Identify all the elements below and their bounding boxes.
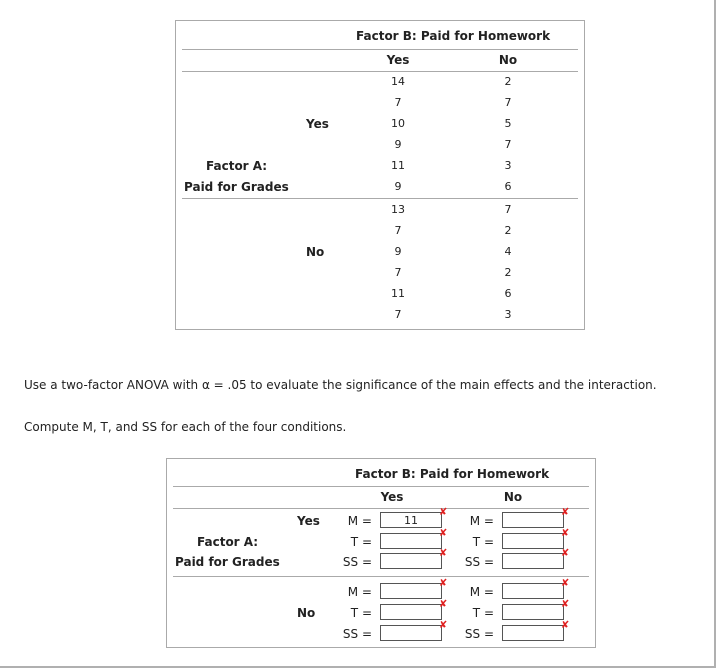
score: 7 (394, 308, 402, 321)
yes-no-ss-input[interactable] (502, 553, 564, 569)
t-label: T = (350, 535, 372, 549)
m-label: M = (469, 585, 494, 599)
incorrect-icon: ✘ (439, 528, 448, 539)
answer-table (166, 458, 596, 648)
factor-b-header: Factor B: Paid for Homework (355, 467, 550, 481)
incorrect-icon: ✘ (561, 620, 570, 631)
yes-yes-ss-input[interactable] (380, 553, 442, 569)
incorrect-icon: ✘ (439, 620, 448, 631)
no-no-ss-input[interactable] (502, 625, 564, 641)
score: 14 (391, 75, 405, 88)
group-divider (182, 198, 578, 199)
score: 7 (504, 96, 512, 109)
incorrect-icon: ✘ (561, 528, 570, 539)
ss-label: SS = (464, 627, 494, 641)
incorrect-icon: ✘ (561, 599, 570, 610)
score: 2 (504, 75, 512, 88)
yes-no-t-input[interactable] (502, 533, 564, 549)
incorrect-icon: ✘ (561, 548, 570, 559)
factor-a-label: Factor A: (206, 159, 268, 173)
score: 5 (504, 117, 512, 130)
group-divider (173, 576, 589, 577)
col-yes-header: Yes (386, 53, 410, 67)
incorrect-icon: ✘ (439, 507, 448, 518)
incorrect-icon: ✘ (439, 548, 448, 559)
row-yes-label: Yes (306, 117, 329, 131)
score: 4 (504, 245, 512, 258)
factor-a-label: Factor A: (197, 535, 259, 549)
ss-label: SS = (342, 627, 372, 641)
factor-b-header: Factor B: Paid for Homework (356, 29, 551, 43)
subheader-rule (182, 71, 578, 72)
score: 3 (504, 308, 512, 321)
score: 2 (504, 224, 512, 237)
t-label: T = (350, 606, 372, 620)
instruction-compute: Compute M, T, and SS for each of the four conditions. (24, 420, 347, 434)
ss-label: SS = (464, 555, 494, 569)
header-rule (173, 486, 589, 487)
instruction-anova: Use a two-factor ANOVA with α = .05 to evaluate the significance of the main effects and the interaction. (24, 378, 657, 392)
score: 11 (391, 159, 405, 172)
incorrect-icon: ✘ (439, 599, 448, 610)
m-label: M = (347, 585, 372, 599)
data-table (175, 20, 585, 330)
incorrect-icon: ✘ (561, 578, 570, 589)
row-no-label: No (297, 606, 316, 620)
no-no-m-input[interactable] (502, 583, 564, 599)
no-yes-m-input[interactable] (380, 583, 442, 599)
col-no-header: No (503, 490, 523, 504)
score: 9 (394, 245, 402, 258)
incorrect-icon: ✘ (439, 578, 448, 589)
score: 11 (391, 287, 405, 300)
score: 3 (504, 159, 512, 172)
col-no-header: No (498, 53, 518, 67)
row-no-label: No (306, 245, 325, 259)
ss-label: SS = (342, 555, 372, 569)
incorrect-icon: ✘ (561, 507, 570, 518)
score: 2 (504, 266, 512, 279)
yes-yes-m-input[interactable] (380, 512, 442, 528)
score: 7 (394, 96, 402, 109)
factor-a-sublabel: Paid for Grades (175, 555, 280, 569)
score: 7 (504, 203, 512, 216)
t-label: T = (472, 606, 494, 620)
score: 6 (504, 287, 512, 300)
t-label: T = (472, 535, 494, 549)
no-yes-ss-input[interactable] (380, 625, 442, 641)
yes-no-m-input[interactable] (502, 512, 564, 528)
col-yes-header: Yes (380, 490, 404, 504)
score: 6 (504, 180, 512, 193)
factor-a-sublabel: Paid for Grades (184, 180, 289, 194)
score: 9 (394, 138, 402, 151)
no-yes-t-input[interactable] (380, 604, 442, 620)
subheader-rule (173, 508, 589, 509)
m-label: M = (469, 514, 494, 528)
score: 10 (391, 117, 405, 130)
score: 7 (394, 224, 402, 237)
score: 13 (391, 203, 405, 216)
no-no-t-input[interactable] (502, 604, 564, 620)
score: 9 (394, 180, 402, 193)
score: 7 (504, 138, 512, 151)
header-rule (182, 49, 578, 50)
yes-yes-t-input[interactable] (380, 533, 442, 549)
row-yes-label: Yes (297, 514, 320, 528)
m-label: M = (347, 514, 372, 528)
score: 7 (394, 266, 402, 279)
